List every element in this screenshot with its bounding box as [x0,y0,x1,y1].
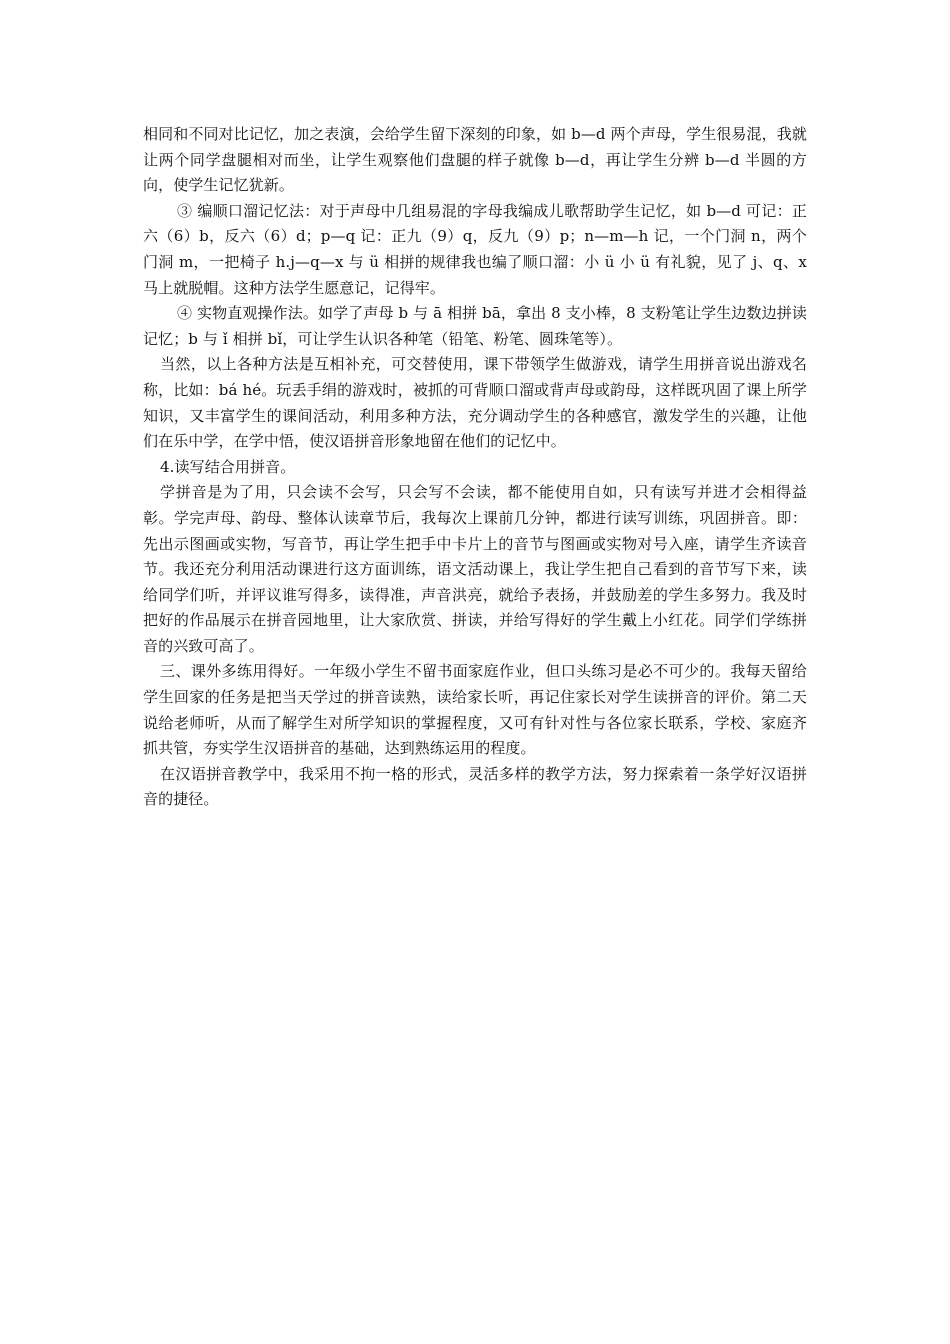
paragraph-2: ③ 编顺口溜记忆法：对于声母中几组易混的字母我编成儿歌帮助学生记忆，如 b—d 可记：正六（6）b，反六（6）d；p—q 记：正九（9）q，反九（9）p；n—m—h 记，一个门洞 n，两个门洞 m，一把椅子 h.j—q—x 与 ü 相拼的规律我也编了顺口溜：小 ü 小 ü 有礼貌，见了 j、q、x 马上就脱帽。这种方法学生愿意记，记得牢。 [143,201,807,297]
paragraph-1: 相同和不同对比记忆，加之表演，会给学生留下深刻的印象，如 b—d 两个声母，学生很易混，我就让两个同学盘腿相对而坐，让学生观察他们盘腿的样子就像 b—d，再让学生分辨 b—d 半圆的方向，使学生记忆犹新。 [143,125,807,195]
document-body [143,122,807,813]
paragraph-3: ④ 实物直观操作法。如学了声母 b 与 ā 相拼 bā，拿出 8 支小棒，8 支粉笔让学生边数边拼读记忆；b 与 ǐ 相拼 bǐ，可让学生认识各种笔（铅笔、粉笔、圆珠笔等）。 [143,304,807,348]
paragraph-4: 当然，以上各种方法是互相补充，可交替使用，课下带领学生做游戏，请学生用拼音说出游戏名称，比如：bá hé。玩丢手绢的游戏时，被抓的可背顺口溜或背声母或韵母，这样既巩固了课上所学知识，又丰富学生的课间活动，利用多种方法，充分调动学生的各种感官，激发学生的兴趣，让他们在乐中学，在学中悟，使汉语拼音形象地留在他们的记忆中。 [143,355,807,451]
paragraph-6: 学拼音是为了用，只会读不会写，只会写不会读，都不能使用自如，只有读写并进才会相得益彰。学完声母、韵母、整体认读章节后，我每次上课前几分钟，都进行读写训练，巩固拼音。即：先出示图画或实物，写音节，再让学生把手中卡片上的音节与图画或实物对号入座，请学生齐读音节。我还充分利用活动课进行这方面训练，语文活动课上，我让学生把自己看到的音节写下来，读给同学们听，并评议谁写得多，读得准，声音洪亮，就给予表扬，并鼓励差的学生多努力。我及时把好的作品展示在拼音园地里，让大家欣赏、拼读，并给写得好的学生戴上小红花。同学们学练拼音的兴致可高了。 [143,483,807,655]
paragraph-7: 三、课外多练用得好。一年级小学生不留书面家庭作业，但口头练习是必不可少的。我每天留给学生回家的任务是把当天学过的拼音读熟，读给家长听，再记住家长对学生读拼音的评价。第二天说给老师听，从而了解学生对所学知识的掌握程度，又可有针对性与各位家长联系，学校、家庭齐抓共管，夯实学生汉语拼音的基础，达到熟练运用的程度。 [143,662,807,758]
section-heading: 4.读写结合用拼音。 [160,457,296,476]
paragraph-8: 在汉语拼音教学中，我采用不拘一格的形式，灵活多样的教学方法，努力探索着一条学好汉语拼音的捷径。 [143,764,807,809]
